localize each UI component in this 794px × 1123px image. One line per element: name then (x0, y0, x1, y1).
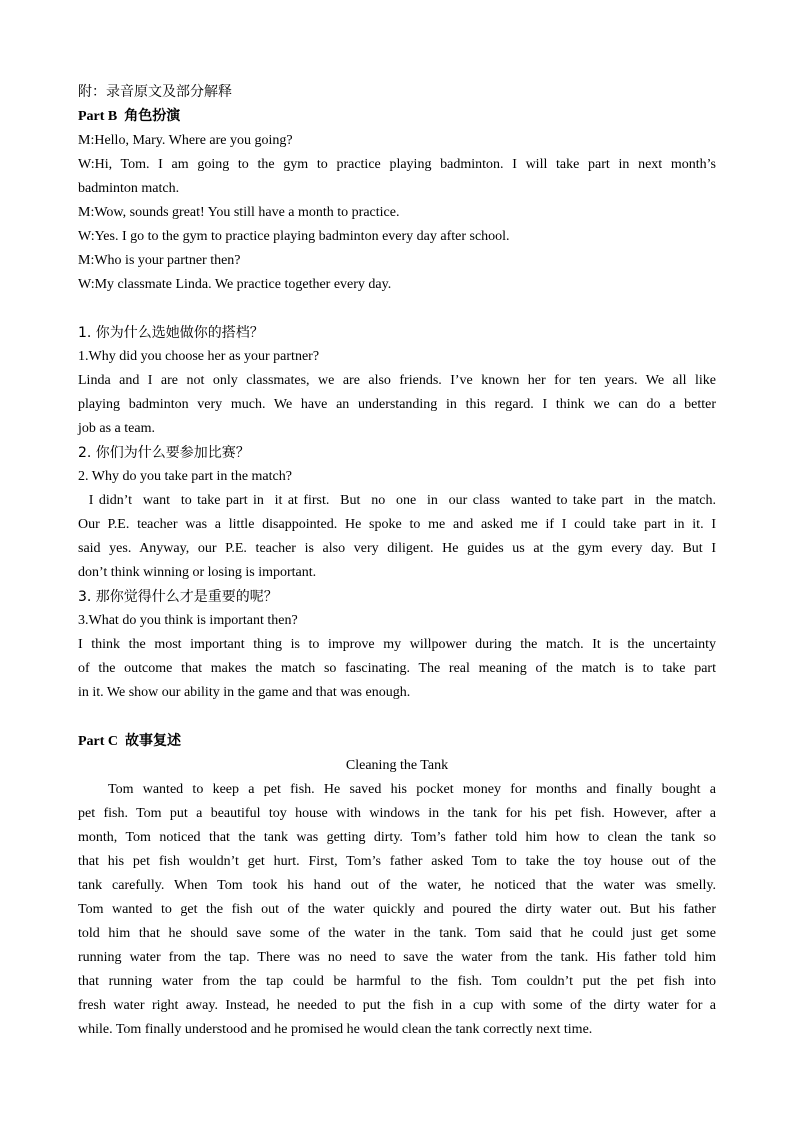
story-line: that his pet fish wouldn’t get hurt. First, Tom’s father asked Tom to take the toy house out of the (78, 854, 716, 869)
dialogue-line: W:Yes. I go to the gym to practice playing badminton every day after school. (78, 229, 510, 244)
story-line: month, Tom noticed that the tank was getting dirty. Tom’s father told him how to clean the tank so (78, 830, 716, 845)
answer-line: job as a team. (78, 421, 155, 436)
document-page (78, 80, 716, 1042)
dialogue-line: W:My classmate Linda. We practice together every day. (78, 277, 392, 292)
part-c-heading (78, 729, 716, 754)
story-line: tank carefully. When Tom took his hand out of the water, he noticed that the water was smelly. (78, 878, 716, 893)
question-1-en: 1.Why did you choose her as your partner? (78, 349, 320, 364)
story-line: Tom wanted to get the fish out of the water quickly and poured the dirty water out. But his father (78, 902, 716, 917)
answer-line: in it. We show our ability in the game and that was enough. (78, 685, 411, 700)
dialogue-line: badminton match. (78, 181, 180, 196)
question-2-en: 2. Why do you take part in the match? (78, 469, 292, 484)
answer-line: of the outcome that makes the match so fascinating. The real meaning of the match is to take part (78, 661, 716, 676)
part-c-label: Part C (78, 734, 119, 749)
answer-line: don’t think winning or losing is important. (78, 565, 317, 580)
story-line: fresh water right away. Instead, he needed to put the fish in a cup with some of the dirty water for a (78, 998, 716, 1013)
part-c-title: 故事复述 (125, 733, 182, 749)
spacer (78, 705, 716, 729)
question-2-cn: 2. 你们为什么要参加比赛？ (78, 445, 250, 461)
question-3-cn: 3. 那你觉得什么才是重要的呢？ (78, 589, 278, 605)
appendix-title: 附：录音原文及部分解释 (78, 84, 232, 100)
answer-line: Our P.E. teacher was a little disappointed. He spoke to me and asked me if I could take part in it. I (78, 517, 716, 532)
dialogue-line: M:Who is your partner then? (78, 253, 241, 268)
answer-line: I think the most important thing is to improve my willpower during the match. It is the uncertainty (78, 637, 716, 652)
story-line: that running water from the tap could be harmful to the fish. Tom couldn’t put the pet fish into (78, 974, 716, 989)
story-title: Cleaning the Tank (345, 758, 449, 773)
story-line: pet fish. Tom put a beautiful toy house with windows in the tank for his pet fish. However, after a (78, 806, 716, 821)
dialogue-line: M:Hello, Mary. Where are you going? (78, 133, 293, 148)
story-line: Tom wanted to keep a pet fish. He saved his pocket money for months and finally bought a (108, 782, 716, 797)
answer-line: playing badminton very much. We have an understanding in this regard. I think we can do a better (78, 397, 716, 412)
story-line: told him that he should save some of the water in the tank. Tom said that he could just get some (78, 926, 716, 941)
part-b-title: 角色扮演 (124, 108, 181, 124)
answer-line: said yes. Anyway, our P.E. teacher is also very diligent. He guides us at the gym every day. But I (78, 541, 716, 556)
spacer (78, 297, 716, 321)
dialogue-line: M:Wow, sounds great! You still have a month to practice. (78, 205, 400, 220)
dialogue-line: W:Hi, Tom. I am going to the gym to practice playing badminton. I will take part in next month’s (78, 157, 716, 172)
question-3-en: 3.What do you think is important then? (78, 613, 298, 628)
story-line: while. Tom finally understood and he promised he would clean the tank correctly next time. (78, 1022, 593, 1037)
story-line: running water from the tap. There was no need to save the water from the tank. His father told him (78, 950, 716, 965)
question-1-cn: 1. 你为什么选她做你的搭档？ (78, 325, 264, 341)
part-b-heading (78, 104, 716, 129)
part-b-label: Part B (78, 109, 118, 124)
answer-line: Linda and I are not only classmates, we are also friends. I’ve known her for ten years. We all like (78, 373, 716, 388)
answer-line: I didn’t want to take part in it at first. But no one in our class wanted to take part in the match. (78, 493, 716, 508)
